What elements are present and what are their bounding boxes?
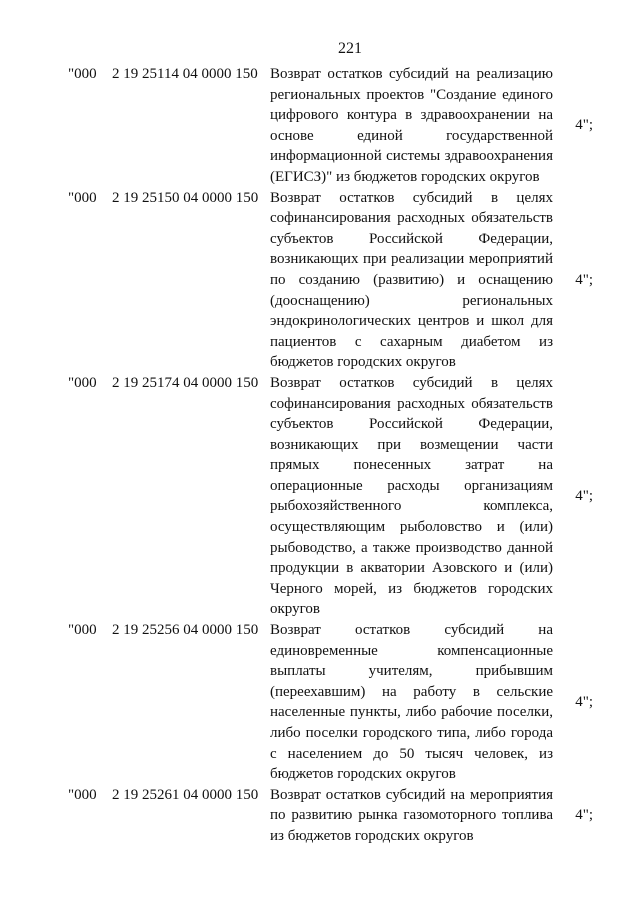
description-line: возникающих при реализации мероприятий: [270, 251, 553, 268]
description-line: (переехавшим) на работу в сельские: [270, 683, 553, 700]
description-line: по развитию рынка газомоторного топлива: [270, 807, 553, 824]
description-line: прямых понесенных затрат на: [270, 457, 553, 474]
entry-code: 2 19 25174 04 0000 150: [112, 374, 259, 391]
entry-description: [270, 64, 553, 188]
entry-code: 2 19 25150 04 0000 150: [112, 189, 259, 206]
entry-25114: [68, 64, 598, 188]
description-line: с населением до 50 тысяч человек, из: [270, 745, 553, 762]
description-line: основе единой государственной: [270, 127, 553, 144]
description-line: бюджетов городских округов: [270, 354, 456, 371]
description-line: Возврат остатков субсидий на мероприятия: [270, 786, 553, 803]
entry-code: 2 19 25261 04 0000 150: [112, 786, 259, 803]
description-line: либо поселки городского типа, либо города: [270, 725, 553, 741]
description-line: пациентов с сахарным диабетом из: [270, 333, 553, 350]
description-line: (ЕГИСЗ)" из бюджетов городских округов: [270, 168, 540, 185]
entry-prefix: "000: [68, 622, 97, 639]
description-line: единовременные компенсационные: [270, 642, 553, 659]
description-line: эндокринологических центров и школ для: [270, 313, 553, 330]
description-line: региональных проектов "Создание единого: [270, 86, 553, 103]
entry-prefix: "000: [68, 786, 97, 803]
description-line: рыбохозяйственного комплекса,: [270, 498, 553, 515]
description-line: софинансирования расходных обязательств: [270, 210, 553, 227]
entry-description: [270, 785, 553, 847]
description-line: Возврат остатков субсидий в целях: [270, 189, 553, 206]
entry-code: 2 19 25114 04 0000 150: [112, 66, 258, 82]
description-line: Возврат остатков субсидий на: [270, 622, 553, 639]
entry-suffix: 4";: [575, 271, 593, 288]
entry-prefix: "000: [68, 189, 97, 206]
description-line: выплаты учителям, прибывшим: [270, 663, 553, 680]
entry-suffix: 4";: [575, 807, 593, 824]
description-line: возникающих при возмещении части: [270, 436, 553, 453]
entry-25256: [68, 620, 598, 785]
description-line: информационной системы здравоохранения: [270, 148, 553, 165]
description-line: по созданию (развитию) и оснащению: [270, 271, 553, 288]
entry-description: [270, 620, 553, 785]
description-line: населенные пункты, либо рабочие поселки,: [270, 704, 553, 721]
description-line: софинансирования расходных обязательств: [270, 395, 553, 412]
description-line: продукции в акватории Азовского и (или): [270, 560, 553, 577]
description-line: цифрового контура в здравоохранении на: [270, 107, 553, 124]
entry-description: [270, 373, 553, 620]
entries-list: [68, 64, 598, 847]
description-line: из бюджетов городских округов: [270, 827, 474, 844]
description-line: бюджетов городских округов: [270, 766, 456, 783]
entry-prefix: "000: [68, 374, 97, 391]
description-line: субъектов Российской Федерации,: [270, 416, 553, 433]
entry-suffix: 4";: [575, 117, 593, 134]
description-line: осуществляющим рыболовство и (или): [270, 519, 553, 536]
entry-code: 2 19 25256 04 0000 150: [112, 622, 259, 639]
description-line: субъектов Российской Федерации,: [270, 230, 553, 247]
description-line: операционные расходы организациям: [270, 477, 553, 494]
description-line: рыбоводство, а также производство данной: [270, 539, 553, 556]
description-line: округов: [270, 601, 320, 618]
description-line: Возврат остатков субсидий в целях: [270, 374, 553, 391]
entry-prefix: "000: [68, 66, 97, 82]
entry-suffix: 4";: [575, 488, 593, 505]
description-line: Возврат остатков субсидий на реализацию: [270, 66, 553, 82]
page-number: 221: [338, 40, 362, 57]
entry-25150: [68, 188, 598, 373]
entry-suffix: 4";: [575, 694, 593, 711]
entry-25174: [68, 373, 598, 620]
description-line: Черного морей, из бюджетов городских: [270, 580, 553, 597]
entry-description: [270, 188, 553, 373]
entry-25261: [68, 785, 598, 847]
description-line: (дооснащению) региональных: [270, 292, 553, 309]
